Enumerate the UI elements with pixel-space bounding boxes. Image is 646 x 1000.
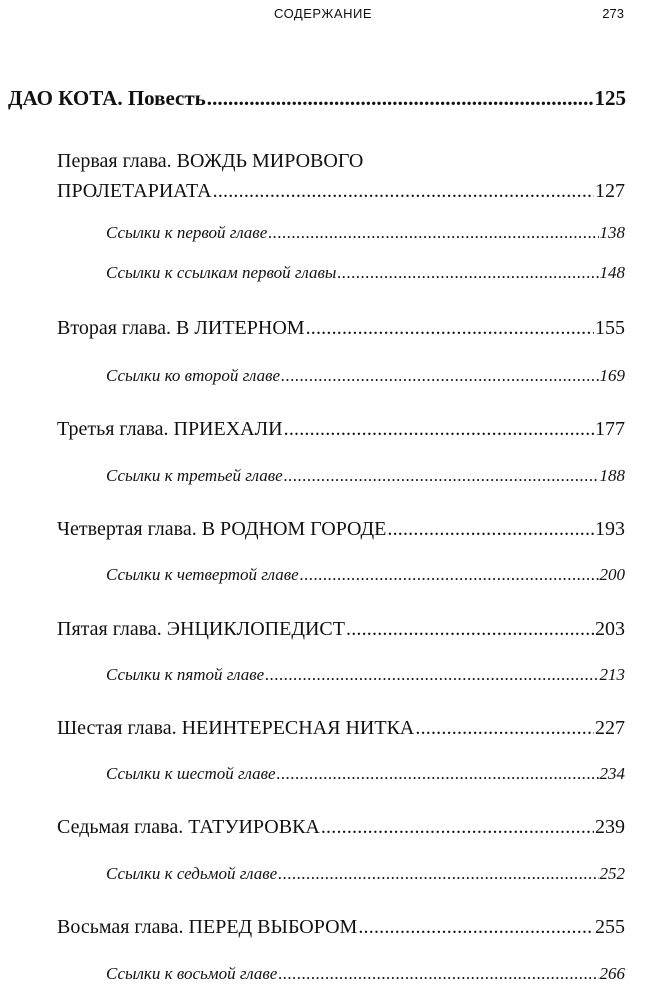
toc-entry-chapter-5[interactable] xyxy=(57,618,625,641)
toc-entry-page: 177 xyxy=(595,418,625,440)
dot-leader xyxy=(300,565,599,585)
dot-leader xyxy=(337,263,598,283)
running-title: СОДЕРЖАНИЕ xyxy=(273,6,372,21)
toc-entry-page: 125 xyxy=(594,86,626,110)
running-header xyxy=(0,0,646,30)
toc-entry-page: 234 xyxy=(599,764,625,783)
toc-entry-chapter-1[interactable] xyxy=(57,146,625,206)
toc-entry-page: 213 xyxy=(599,665,625,684)
toc-entry-notes-3[interactable] xyxy=(106,466,625,486)
toc-entry-page: 155 xyxy=(595,317,625,339)
dot-leader xyxy=(278,864,598,884)
toc-entry-page: 188 xyxy=(599,466,625,485)
toc-entry-page: 266 xyxy=(599,964,625,983)
toc-entry-notes-5[interactable] xyxy=(106,665,625,685)
toc-entry-title-line2: ПРОЛЕТАРИАТА xyxy=(57,180,212,202)
dot-leader xyxy=(346,618,594,641)
dot-leader xyxy=(284,466,599,486)
toc-entry-page: 127 xyxy=(595,180,625,202)
toc-entry-notes-1[interactable] xyxy=(106,223,625,243)
toc-entry-page: 227 xyxy=(595,717,625,739)
toc-entry-chapter-6[interactable] xyxy=(57,717,625,740)
toc-entry-page: 239 xyxy=(595,816,625,838)
toc-entry-notes-8[interactable] xyxy=(106,964,625,984)
dot-leader xyxy=(268,223,598,243)
toc-entry-chapter-4[interactable] xyxy=(57,518,625,541)
page-number: 273 xyxy=(602,6,624,21)
dot-leader xyxy=(321,816,594,839)
toc-entry-page: 200 xyxy=(599,565,625,584)
toc-entry-title: Ссылки к шестой главе xyxy=(106,764,276,783)
toc-entry-main[interactable] xyxy=(8,86,626,111)
dot-leader xyxy=(415,717,594,740)
toc-entry-title: Ссылки к пятой главе xyxy=(106,665,265,684)
toc-entry-page: 252 xyxy=(599,864,625,883)
toc-entry-title: Вторая глава. В ЛИТЕРНОМ xyxy=(57,317,305,339)
toc-entry-title: Восьмая глава. ПЕРЕД ВЫБОРОМ xyxy=(57,916,358,938)
toc-entry-title: Третья глава. ПРИЕХАЛИ xyxy=(57,418,283,440)
toc-entry-title: Пятая глава. ЭНЦИКЛОПЕДИСТ xyxy=(57,618,345,640)
dot-leader xyxy=(284,418,594,441)
toc-entry-page: 203 xyxy=(595,618,625,640)
dot-leader xyxy=(387,518,594,541)
toc-entry-title: Ссылки к седьмой главе xyxy=(106,864,278,883)
dot-leader xyxy=(278,964,598,984)
toc-entry-notes-1b[interactable] xyxy=(106,263,625,283)
toc-entry-title: Четвертая глава. В РОДНОМ ГОРОДЕ xyxy=(57,518,387,540)
toc-entry-chapter-3[interactable] xyxy=(57,418,625,441)
toc-entry-page: 138 xyxy=(599,223,625,242)
toc-entry-notes-2[interactable] xyxy=(106,366,625,386)
toc-entry-title-line1: Первая глава. ВОЖДЬ МИРОВОГО xyxy=(57,150,364,172)
dot-leader xyxy=(207,86,594,111)
toc-entry-page: 255 xyxy=(595,916,625,938)
toc-entry-page: 193 xyxy=(595,518,625,540)
dot-leader xyxy=(213,176,594,206)
toc-entry-title: Ссылки к ссылкам первой главы xyxy=(106,263,337,282)
toc-entry-chapter-7[interactable] xyxy=(57,816,625,839)
dot-leader xyxy=(281,366,598,386)
toc-entry-page: 148 xyxy=(599,263,625,282)
toc-entry-notes-7[interactable] xyxy=(106,864,625,884)
dot-leader xyxy=(306,317,594,340)
toc-entry-chapter-8[interactable] xyxy=(57,916,625,939)
dot-leader xyxy=(265,665,598,685)
toc-entry-title: Ссылки к четвертой главе xyxy=(106,565,299,584)
toc-entry-title: Шестая глава. НЕИНТЕРЕСНАЯ НИТКА xyxy=(57,717,415,739)
toc-entry-title: Ссылки ко второй главе xyxy=(106,366,281,385)
toc-entry-title: Ссылки к третьей главе xyxy=(106,466,283,485)
toc-entry-title: Ссылки к первой главе xyxy=(106,223,268,242)
toc-entry-title: Ссылки к восьмой главе xyxy=(106,964,278,983)
toc-entry-title: ДАО КОТА. Повесть xyxy=(8,86,206,110)
dot-leader xyxy=(358,916,594,939)
toc-entry-page: 169 xyxy=(599,366,625,385)
toc-entry-notes-4[interactable] xyxy=(106,565,625,585)
toc-entry-chapter-2[interactable] xyxy=(57,317,625,340)
toc-entry-notes-6[interactable] xyxy=(106,764,625,784)
toc-entry-title: Седьмая глава. ТАТУИРОВКА xyxy=(57,816,320,838)
dot-leader xyxy=(277,764,599,784)
